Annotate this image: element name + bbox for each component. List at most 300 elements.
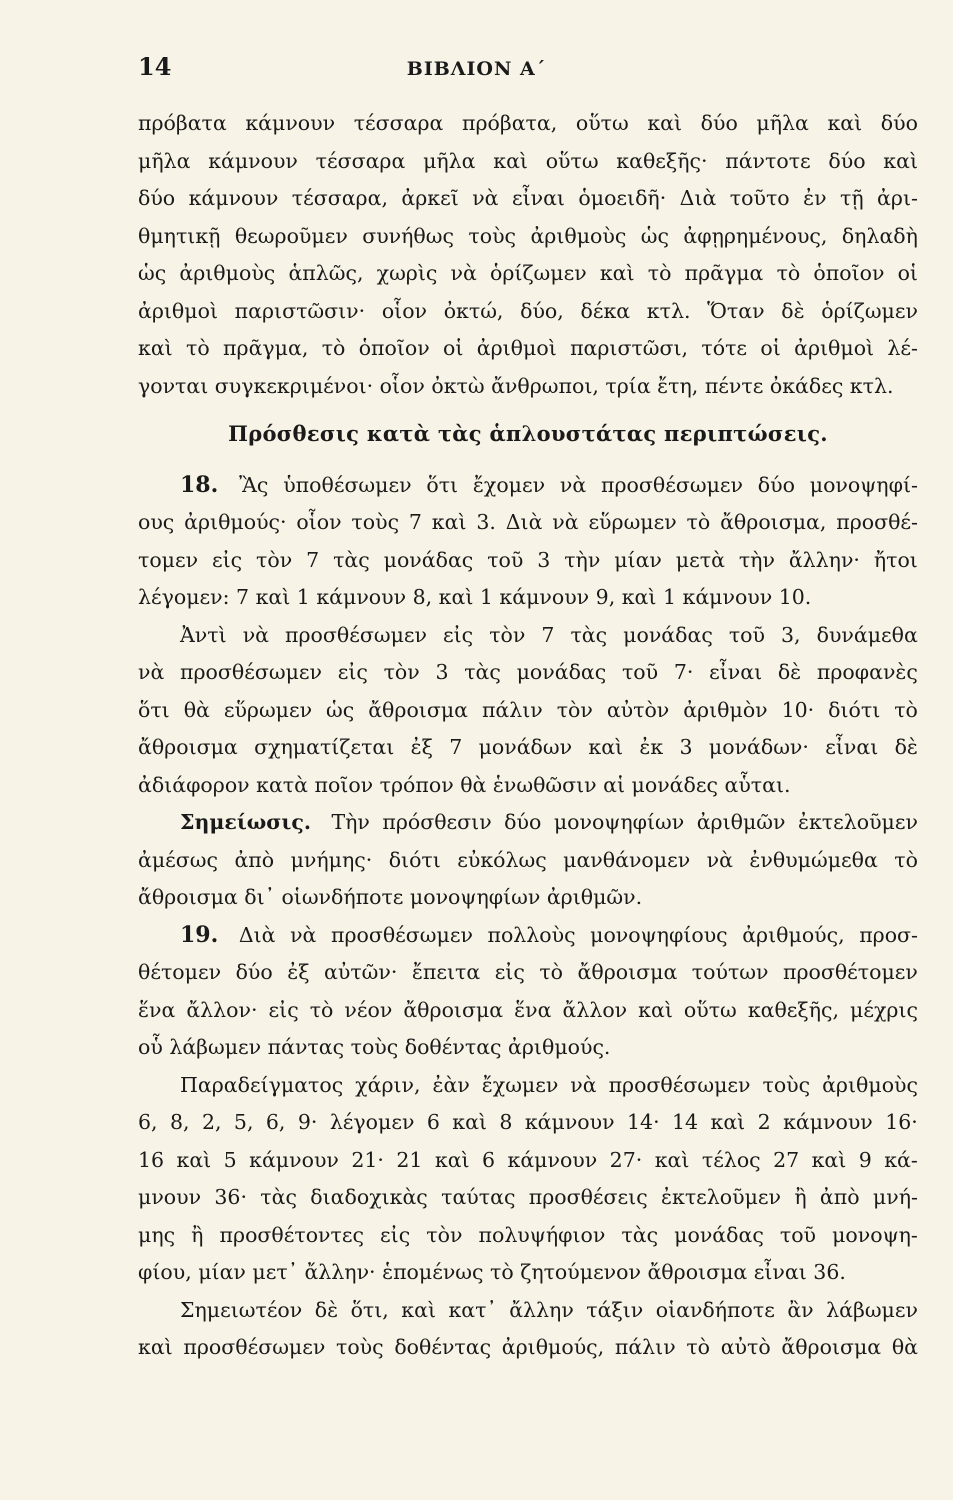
word: εὕρωμεν bbox=[223, 697, 313, 722]
word: οἱ bbox=[897, 261, 918, 285]
word: νὰ bbox=[242, 622, 269, 647]
word: ἀριθμοὶ bbox=[138, 298, 218, 323]
text-line: ἄθροισμα δι᾽ οἱωνδήποτε μονοψηφίων ἀριθμῶν. bbox=[138, 885, 643, 909]
word: τὰς bbox=[621, 1222, 659, 1247]
word: τοῦ bbox=[621, 660, 659, 684]
word: καὶ bbox=[431, 510, 467, 534]
word: οἷον bbox=[296, 510, 342, 534]
word: ἔπειτα bbox=[411, 960, 481, 984]
word: καὶ bbox=[588, 735, 624, 759]
word: προσθέσωμεν bbox=[183, 1335, 326, 1359]
word: ὀκτώ, bbox=[443, 298, 504, 323]
text-line bbox=[138, 1329, 918, 1367]
word: ἀρκεῖ bbox=[401, 186, 459, 210]
word: Παραδείγματος bbox=[180, 1072, 344, 1097]
word: ὁρίζωμεν bbox=[821, 298, 918, 323]
word: καὶ bbox=[138, 1335, 173, 1359]
word: λέ- bbox=[887, 336, 918, 360]
word: καὶ bbox=[647, 111, 683, 135]
word: πρᾶγμα, bbox=[223, 336, 309, 360]
word: κάμνουν bbox=[783, 1110, 873, 1134]
page-number: 14 bbox=[138, 52, 172, 81]
word: 5, bbox=[233, 1110, 254, 1134]
word: καὶ bbox=[827, 111, 863, 135]
word: δύο, bbox=[520, 298, 564, 323]
word: κάμνουν bbox=[249, 1147, 339, 1172]
word: τὰς bbox=[260, 1185, 297, 1209]
word: 8, bbox=[169, 1110, 190, 1134]
word: τέσσαρα bbox=[353, 111, 444, 135]
word: μονοψηφίων bbox=[553, 810, 685, 834]
word: εἰς bbox=[268, 997, 299, 1022]
word: 3. bbox=[476, 510, 496, 534]
word: ἀριθμὸν bbox=[683, 697, 768, 722]
word: 8 bbox=[499, 1110, 513, 1134]
word: ἀριθμοὺς bbox=[530, 223, 627, 248]
word: 6 bbox=[482, 1147, 496, 1172]
word: ἀρι- bbox=[877, 186, 918, 210]
word: πρόβατα, bbox=[461, 111, 558, 135]
word: μης bbox=[138, 1222, 176, 1247]
word: νὰ bbox=[138, 660, 165, 684]
word: θεωροῦμεν bbox=[234, 223, 348, 248]
word: ἢ bbox=[794, 1185, 807, 1209]
word: μονοψηφί- bbox=[809, 472, 918, 497]
word: προσθέσωμεν bbox=[330, 922, 473, 947]
word: δύο bbox=[828, 148, 866, 173]
word: ὁποῖον bbox=[813, 261, 885, 285]
word: ὅτι bbox=[426, 472, 459, 497]
paragraph-number: 19. bbox=[180, 921, 219, 948]
word: καὶ bbox=[811, 1147, 847, 1172]
word: μονοψη- bbox=[832, 1222, 918, 1247]
word: μνή- bbox=[872, 1185, 918, 1209]
word: Σημειωτέον bbox=[180, 1297, 303, 1322]
word: ἄθροισμα bbox=[577, 960, 678, 984]
word: κατ᾽ bbox=[448, 1297, 497, 1322]
word: ταύτας bbox=[441, 1185, 516, 1209]
word: δοθέντας bbox=[394, 1335, 492, 1359]
text-line bbox=[138, 180, 918, 218]
word: 16 bbox=[138, 1147, 165, 1172]
word: θὰ bbox=[183, 697, 210, 722]
word: τὸ bbox=[309, 997, 334, 1022]
word: τότε bbox=[701, 336, 748, 360]
section-heading: Πρόσθεσις κατὰ τὰς ἁπλουστάτας περιπτώσεις. bbox=[228, 421, 828, 446]
word: ους bbox=[138, 510, 175, 534]
word: ἐξ bbox=[287, 960, 310, 984]
word: τοῦ bbox=[487, 547, 524, 572]
word: ἄθροισμα bbox=[138, 735, 238, 759]
word: ἀριθμῶν bbox=[696, 810, 786, 834]
paragraph-18-first-line bbox=[138, 467, 918, 505]
word: εἶναι bbox=[825, 735, 879, 759]
word: Διὰ bbox=[505, 510, 543, 534]
text-line: λέγομεν: 7 καὶ 1 κάμνουν 8, καὶ 1 κάμνουν 9, καὶ 1 κάμνουν 10. bbox=[138, 585, 812, 609]
word: δυνάμεθα bbox=[816, 622, 918, 647]
word: 3 bbox=[537, 547, 551, 572]
word: 9 bbox=[858, 1147, 872, 1172]
word: μνουν bbox=[138, 1185, 202, 1209]
word: ἀριθμούς, bbox=[501, 1335, 605, 1359]
word: 7 bbox=[449, 735, 463, 759]
word: ὡς bbox=[640, 223, 669, 248]
word: σχηματίζεται bbox=[254, 735, 395, 759]
word: ἐὰν bbox=[432, 1072, 470, 1097]
word: προσθέτομεν bbox=[782, 960, 918, 984]
word: οἱ bbox=[760, 336, 781, 360]
word: 2, bbox=[201, 1110, 222, 1134]
word: κτλ. bbox=[646, 298, 691, 323]
word: τὸν bbox=[489, 622, 526, 647]
text-line bbox=[138, 1179, 918, 1217]
word: πάντοτε bbox=[725, 148, 811, 173]
word: 14· bbox=[626, 1110, 660, 1134]
text-line bbox=[138, 992, 918, 1030]
text-line bbox=[138, 255, 918, 293]
word: δύο bbox=[700, 111, 738, 135]
word: καὶ bbox=[138, 336, 173, 360]
word: τὸν bbox=[256, 547, 293, 572]
word: Ἂς bbox=[239, 472, 269, 497]
word: ἢ bbox=[191, 1222, 204, 1247]
body-text bbox=[138, 105, 918, 1367]
word: μονάδων bbox=[478, 735, 573, 759]
word: ἄλλην· bbox=[788, 547, 860, 572]
word: 7 bbox=[541, 622, 555, 647]
word: καὶ bbox=[401, 1297, 436, 1322]
word: τῇ bbox=[839, 186, 864, 210]
text-line: φίου, μίαν μετ᾽ ἄλλην· ἑπομένως τὸ ζητούμενον ἄθροισμα εἶναι 36. bbox=[138, 1260, 846, 1284]
text-line bbox=[138, 654, 918, 692]
word: ὅτι bbox=[138, 697, 170, 722]
word: Ὅταν bbox=[707, 298, 765, 323]
word: αὐτὸν bbox=[606, 697, 670, 722]
word: 6 bbox=[426, 1110, 440, 1134]
word: οὕτω bbox=[683, 997, 737, 1022]
word: ἀριθμοὺς bbox=[822, 1072, 918, 1097]
word: κάμνουν bbox=[507, 1147, 598, 1172]
word: καὶ bbox=[599, 261, 635, 285]
word: οὕτω bbox=[575, 111, 629, 135]
word: 10· bbox=[781, 697, 815, 722]
text-line bbox=[138, 1292, 918, 1330]
word: μετὰ bbox=[675, 547, 725, 572]
word: Διὰ bbox=[238, 922, 276, 947]
word: ἐνθυμώμεθα bbox=[749, 847, 878, 872]
word: δύο bbox=[138, 186, 176, 210]
word: διαδοχικὰς bbox=[310, 1185, 428, 1209]
word: τέλος bbox=[701, 1147, 761, 1172]
word: 3, bbox=[781, 622, 801, 647]
word: ἐκτελοῦμεν bbox=[797, 810, 918, 834]
word: ἔχωμεν bbox=[481, 1072, 559, 1097]
word: ἂν bbox=[787, 1297, 814, 1322]
word: μονάδας bbox=[674, 1222, 764, 1247]
word: τάξιν bbox=[586, 1297, 644, 1322]
paragraph-number: 18. bbox=[180, 471, 219, 498]
word: νὰ bbox=[552, 510, 579, 534]
word: νέον bbox=[344, 997, 393, 1022]
text-line bbox=[138, 330, 918, 368]
word: καθεξῆς· bbox=[616, 148, 708, 173]
word: θὰ bbox=[891, 1335, 918, 1359]
word: αὐτῶν· bbox=[324, 960, 398, 984]
word: ἐκτελοῦμεν bbox=[661, 1185, 781, 1209]
text-line bbox=[138, 1067, 918, 1105]
word: δύο bbox=[504, 810, 542, 834]
word: καὶ bbox=[654, 1147, 690, 1172]
word: τὴν bbox=[564, 547, 601, 572]
word: τοὺς bbox=[468, 223, 517, 248]
text-line bbox=[138, 105, 918, 143]
word: 3 bbox=[679, 735, 693, 759]
word: 27· bbox=[609, 1147, 643, 1172]
word: Ἀντὶ bbox=[180, 622, 227, 647]
word: δύο bbox=[880, 111, 918, 135]
word: λάβωμεν bbox=[826, 1297, 918, 1322]
word: 7 bbox=[408, 510, 422, 534]
text-line bbox=[138, 729, 918, 767]
word: τοῦ bbox=[779, 1222, 817, 1247]
word: δὲ bbox=[314, 1297, 339, 1322]
word: τὸ bbox=[647, 261, 672, 285]
text-line: οὗ λάβωμεν πάντας τοὺς δοθέντας ἀριθμούς. bbox=[138, 1035, 611, 1059]
text-line bbox=[138, 504, 918, 542]
word: χάριν, bbox=[355, 1072, 421, 1097]
word: ἀριθμοὶ bbox=[794, 336, 875, 360]
word: τοὺς bbox=[336, 1335, 384, 1359]
text-line bbox=[138, 1142, 918, 1180]
running-head: ΒΙΒΛΙΟΝ Α΄ bbox=[406, 58, 547, 80]
word: καὶ bbox=[434, 1147, 470, 1172]
word: ἕνα bbox=[514, 997, 552, 1022]
word: μῆλα bbox=[756, 111, 809, 135]
word: ὅτι, bbox=[350, 1297, 389, 1322]
word: προσθέ- bbox=[836, 510, 918, 534]
word: τοῦτο bbox=[729, 186, 790, 210]
word: ὡς bbox=[326, 697, 355, 722]
word: 6, bbox=[265, 1110, 286, 1134]
word: καὶ bbox=[883, 148, 918, 173]
word: δὲ bbox=[781, 298, 805, 323]
word: ἔχομεν bbox=[472, 472, 546, 497]
word: νὰ bbox=[450, 261, 477, 285]
word: μανθάνομεν bbox=[563, 847, 691, 872]
word: τὸν bbox=[426, 1222, 463, 1247]
word: τοὺς bbox=[351, 510, 400, 534]
word: ἀμέσως bbox=[138, 847, 218, 872]
word: τὸ bbox=[686, 510, 711, 534]
word: 27 bbox=[773, 1147, 800, 1172]
word: ἄθροισμα bbox=[403, 997, 504, 1022]
word: 14 bbox=[672, 1110, 699, 1134]
word: ἤτοι bbox=[873, 547, 918, 572]
word: προφανὲς bbox=[816, 660, 918, 684]
word: δὲ bbox=[777, 660, 802, 684]
text-line bbox=[138, 542, 918, 580]
text-line bbox=[138, 692, 918, 730]
word: κάμνουν bbox=[245, 111, 336, 135]
word: Τὴν bbox=[331, 810, 370, 834]
word: τὸν bbox=[383, 660, 420, 684]
word: κάμνουν bbox=[188, 186, 279, 210]
word: δύο bbox=[235, 960, 273, 984]
word: οἷον bbox=[381, 298, 428, 323]
word: ὑποθέσωμεν bbox=[283, 472, 412, 497]
word: προσ- bbox=[859, 922, 918, 947]
word: προσθέτοντες bbox=[219, 1222, 364, 1247]
text-line bbox=[138, 1104, 918, 1142]
word: εἰς bbox=[212, 547, 243, 572]
text-line: ἀδιάφορον κατὰ ποῖον τρόπον θὰ ἑνωθῶσιν αἱ μονάδες αὗται. bbox=[138, 772, 791, 797]
word: προσθέσωμεν bbox=[285, 622, 427, 647]
word: νὰ bbox=[559, 472, 587, 497]
word: οἱανδήποτε bbox=[655, 1297, 775, 1322]
word: τοὺς bbox=[762, 1072, 811, 1097]
word: τὸ bbox=[686, 1335, 711, 1359]
word: ἀριθμοὶ bbox=[476, 336, 557, 360]
word: ἄλλην bbox=[509, 1297, 574, 1322]
word: μονοψηφίους bbox=[590, 922, 728, 947]
word: ὡς bbox=[138, 261, 167, 285]
word: μονάδας bbox=[623, 622, 713, 647]
word: ἄθροισμα bbox=[781, 1335, 882, 1359]
text-line: γονται συγκεκριμένοι· οἷον ὀκτὼ ἄνθρωποι, τρία ἔτη, πέντε ὀκάδες κτλ. bbox=[138, 373, 894, 398]
word: καθεξῆς, bbox=[747, 997, 840, 1022]
word: καὶ bbox=[638, 997, 673, 1022]
word: ἄθροισμα, bbox=[720, 510, 827, 534]
word: μονάδας bbox=[383, 547, 474, 572]
word: ἀπὸ bbox=[234, 847, 275, 872]
word: παριστῶσι, bbox=[570, 336, 689, 360]
word: τὰς bbox=[570, 622, 608, 647]
word: ἁπλῶς, bbox=[288, 261, 364, 285]
word: τὰς bbox=[464, 660, 501, 684]
word: νὰ bbox=[706, 847, 733, 872]
word: νὰ bbox=[290, 922, 317, 947]
word: νὰ bbox=[570, 1072, 597, 1097]
word: εὕρωμεν bbox=[588, 510, 677, 534]
word: πρᾶγμα bbox=[684, 261, 764, 285]
note-first-line bbox=[138, 804, 918, 842]
text-line bbox=[138, 842, 918, 880]
word: κάμνουν bbox=[524, 1110, 615, 1134]
word: καὶ bbox=[176, 1147, 212, 1172]
word: κά- bbox=[884, 1147, 918, 1172]
word: τὸ bbox=[539, 960, 564, 984]
word: τοῦ bbox=[728, 622, 765, 647]
word: τὴν bbox=[738, 547, 775, 572]
word: ἀφῃρημένους, bbox=[683, 223, 828, 248]
word: 5 bbox=[223, 1147, 237, 1172]
word: εἰς bbox=[380, 1222, 411, 1247]
word: πάλιν bbox=[481, 697, 543, 722]
word: δέκα bbox=[580, 298, 631, 323]
word: ὁρίζωμεν bbox=[490, 261, 587, 285]
word: μῆλα bbox=[138, 148, 191, 173]
word: μίαν bbox=[614, 547, 662, 572]
word: ἐξ bbox=[410, 735, 433, 759]
word: εἶναι bbox=[709, 660, 763, 684]
word: Διὰ bbox=[679, 186, 717, 210]
word: εἰς bbox=[443, 622, 474, 647]
text-line bbox=[138, 617, 918, 655]
word: 2 bbox=[757, 1110, 771, 1134]
word: τὸ bbox=[186, 336, 210, 360]
word: θέτομεν bbox=[138, 960, 222, 984]
word: πρόσθεσιν bbox=[382, 810, 492, 834]
word: πρόβατα bbox=[138, 111, 227, 135]
word: μονάδας bbox=[516, 660, 607, 684]
word: εἰς bbox=[494, 960, 525, 984]
text-line bbox=[138, 954, 918, 992]
word: τομεν bbox=[138, 547, 199, 572]
word: 16· bbox=[885, 1110, 918, 1134]
word: τέσσαρα, bbox=[291, 186, 388, 210]
word: μῆλα bbox=[423, 148, 476, 173]
word: τέσσαρα bbox=[315, 148, 406, 173]
word: ἀριθμοὺς bbox=[179, 261, 276, 285]
word: λέγομεν bbox=[329, 1110, 415, 1134]
word: τὰς bbox=[333, 547, 370, 572]
word: 21 bbox=[396, 1147, 423, 1172]
word: ἀπὸ bbox=[819, 1185, 860, 1209]
word: εἶναι bbox=[511, 186, 565, 210]
word: πολυψήφιον bbox=[478, 1222, 606, 1247]
word: 7 bbox=[306, 547, 320, 572]
word: δηλαδὴ bbox=[841, 223, 918, 248]
word: τούτων bbox=[691, 960, 769, 984]
word: πάλιν bbox=[614, 1335, 676, 1359]
word: τὸ bbox=[894, 697, 918, 722]
word: μνήμης· bbox=[290, 847, 373, 872]
word: μονάδων· bbox=[708, 735, 809, 759]
word: ἀριθμούς, bbox=[742, 922, 845, 947]
word: συνήθως bbox=[362, 223, 454, 248]
text-line bbox=[138, 218, 918, 256]
paragraph-19-first-line bbox=[138, 917, 918, 955]
word: 6, bbox=[138, 1110, 158, 1134]
word: μέχρις bbox=[850, 997, 918, 1022]
word: ἄλλον bbox=[562, 997, 628, 1022]
word: ἐν bbox=[803, 186, 827, 210]
word: τὸ bbox=[321, 336, 346, 360]
word: παριστῶσιν· bbox=[234, 298, 366, 323]
word: προσθέσωμεν bbox=[180, 660, 322, 684]
word: αὐτὸ bbox=[720, 1335, 771, 1359]
word: καὶ bbox=[452, 1110, 487, 1134]
word: διότι bbox=[388, 847, 441, 872]
text-line bbox=[138, 1217, 918, 1255]
word: 36· bbox=[214, 1185, 247, 1209]
word: προσθέσεις bbox=[528, 1185, 648, 1209]
word: 3 bbox=[435, 660, 449, 684]
word: οὕτω bbox=[545, 148, 599, 173]
word: καὶ bbox=[710, 1110, 746, 1134]
word: διότι bbox=[828, 697, 881, 722]
word: 7· bbox=[673, 660, 694, 684]
word: τὸν bbox=[556, 697, 593, 722]
note-label: Σημείωσις. bbox=[180, 810, 311, 834]
word: ἄθροισμα bbox=[368, 697, 468, 722]
text-line bbox=[138, 293, 918, 331]
word: προσθέσωμεν bbox=[601, 472, 743, 497]
word: δὲ bbox=[894, 735, 918, 759]
word: ἀριθμούς· bbox=[184, 510, 287, 534]
word: εὐκόλως bbox=[457, 847, 547, 872]
word: εἰς bbox=[337, 660, 368, 684]
